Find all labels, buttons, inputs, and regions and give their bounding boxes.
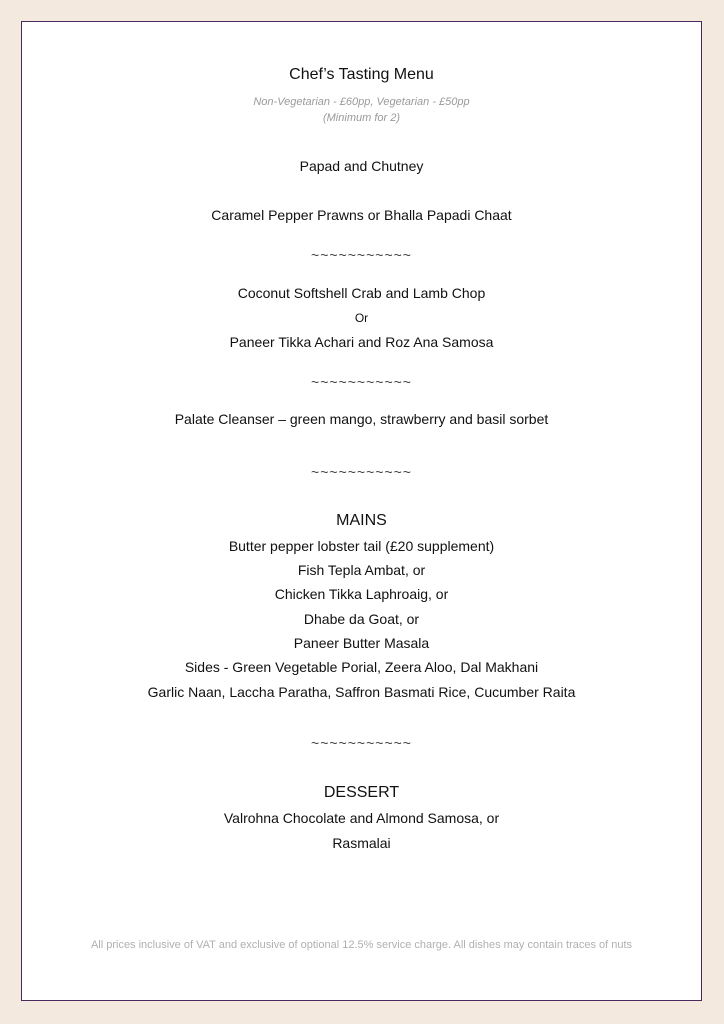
menu-minimum: (Minimum for 2): [322, 112, 400, 124]
footer-note: All prices inclusive of VAT and exclusive of optional 12.5% service charge. All dishes may contain traces of nuts: [90, 939, 633, 951]
course-papad: Papad and Chutney: [299, 158, 424, 174]
mains-sides: Sides - Green Vegetable Porial, Zeera Aloo, Dal Makhani: [184, 659, 539, 675]
or-text: Or: [354, 311, 369, 325]
mains-heading: MAINS: [336, 512, 387, 529]
dessert-item: Rasmalai: [332, 835, 391, 851]
mains-item: Chicken Tikka Laphroaig, or: [274, 586, 449, 602]
menu-title: Chef’s Tasting Menu: [289, 66, 434, 83]
mains-item: Dhabe da Goat, or: [303, 611, 420, 627]
course-starter: Caramel Pepper Prawns or Bhalla Papadi Chaat: [211, 207, 512, 223]
menu-page: [21, 21, 702, 1001]
separator: ~~~~~~~~~~~: [311, 374, 412, 390]
dessert-heading: DESSERT: [323, 784, 400, 801]
separator: ~~~~~~~~~~~: [311, 464, 412, 480]
course-palate-cleanser: Palate Cleanser – green mango, strawberry and basil sorbet: [174, 411, 549, 427]
mains-item: Paneer Butter Masala: [293, 635, 430, 651]
dessert-item: Valrohna Chocolate and Almond Samosa, or: [223, 810, 500, 826]
course-paneer-tikka: Paneer Tikka Achari and Roz Ana Samosa: [229, 334, 494, 350]
menu-pricing: Non-Vegetarian - £60pp, Vegetarian - £50pp: [253, 96, 470, 108]
mains-item: Butter pepper lobster tail (£20 supplement): [228, 538, 495, 554]
course-crab-lamb: Coconut Softshell Crab and Lamb Chop: [237, 285, 486, 301]
separator: ~~~~~~~~~~~: [311, 247, 412, 263]
mains-breads: Garlic Naan, Laccha Paratha, Saffron Basmati Rice, Cucumber Raita: [147, 684, 576, 700]
separator: ~~~~~~~~~~~: [311, 735, 412, 751]
mains-item: Fish Tepla Ambat, or: [297, 562, 426, 578]
